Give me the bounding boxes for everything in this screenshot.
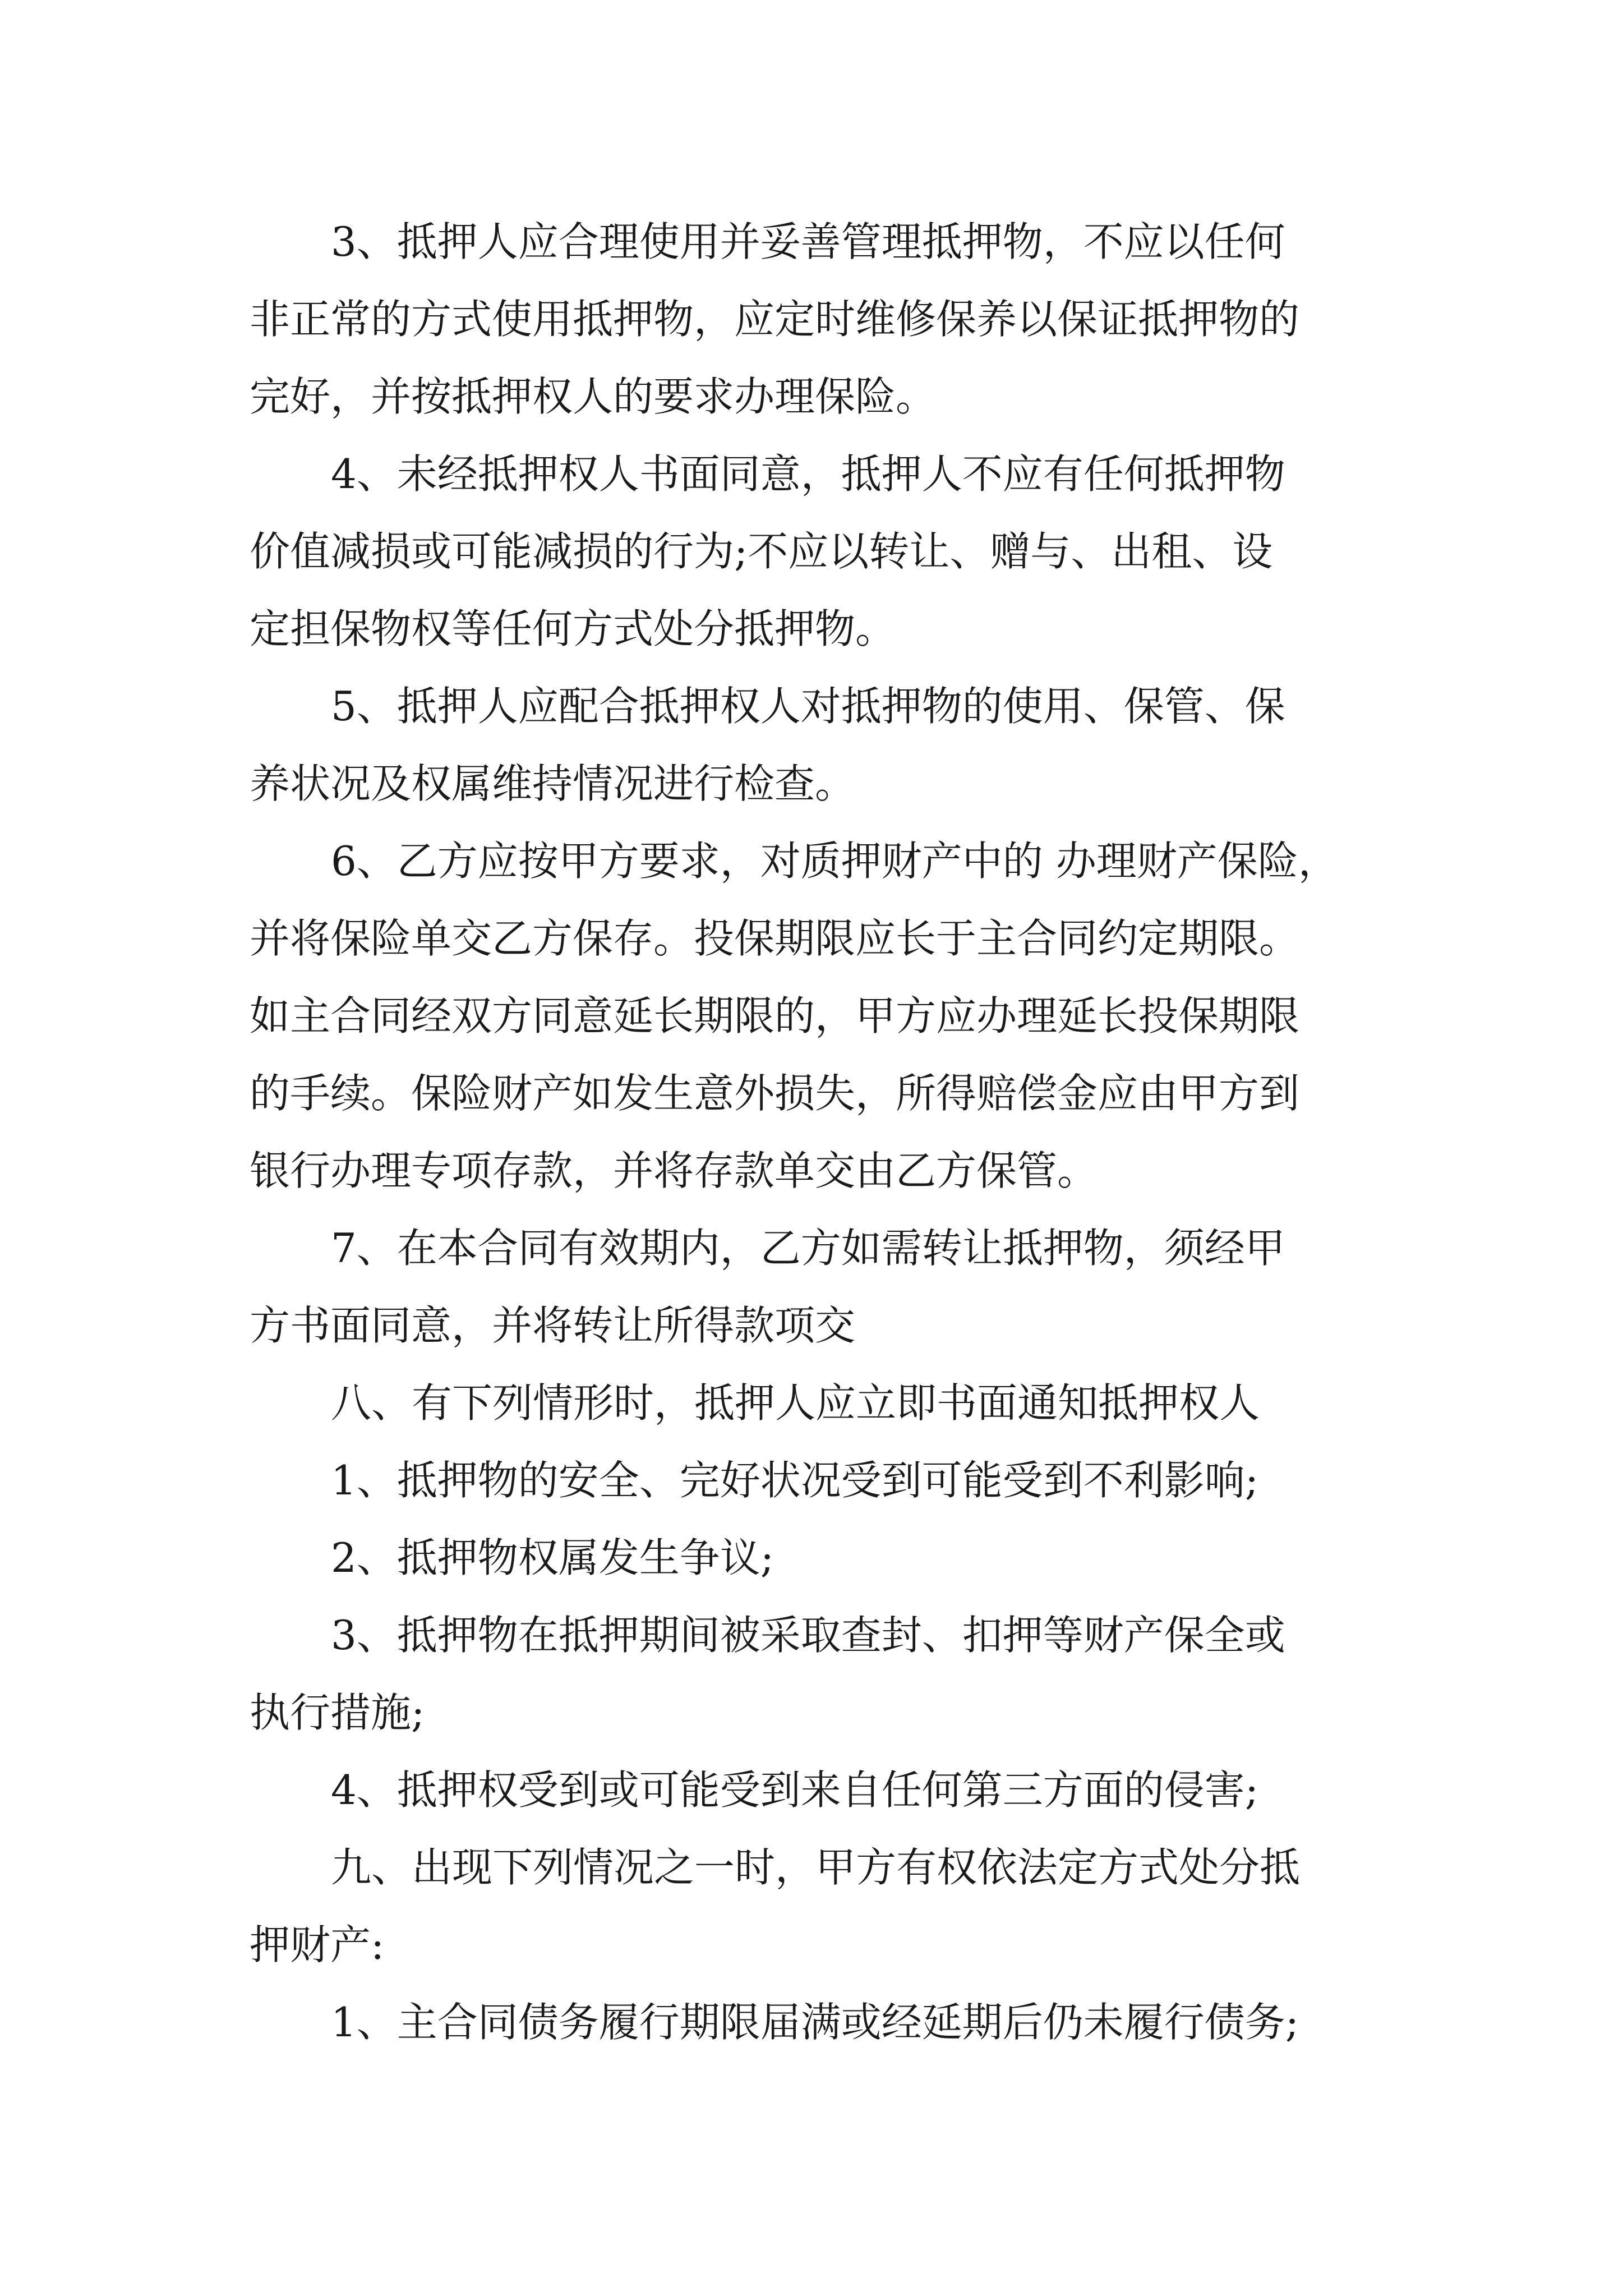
text-line: 押财产: — [250, 1921, 385, 1968]
text-line: 养状况及权属维持情况进行检查。 — [250, 760, 856, 807]
text-line: 2、抵押物权属发生争议; — [331, 1534, 774, 1581]
text-line: 定担保物权等任何方式处分抵押物。 — [250, 605, 896, 652]
text-line: 九、出现下列情况之一时，甲方有权依法定方式处分抵 — [331, 1844, 1301, 1891]
text-line: 1、抵押物的安全、完好状况受到可能受到不利影响; — [331, 1457, 1259, 1504]
text-line: 5、抵押人应配合抵押权人对抵押物的使用、保管、保 — [331, 683, 1285, 730]
text-line: 八、有下列情形时，抵押人应立即书面通知抵押权人 — [331, 1379, 1260, 1427]
text-line: 非正常的方式使用抵押物，应定时维修保养以保证抵押物的 — [250, 296, 1300, 343]
text-line: 价值减损或可能减损的行为;不应以转让、赠与、出租、设 — [250, 528, 1273, 575]
text-line: 执行措施; — [250, 1689, 425, 1736]
text-line: 4、抵押权受到或可能受到来自任何第三方面的侵害; — [331, 1766, 1259, 1814]
text-line: 3、抵押物在抵押期间被采取查封、扣押等财产保全或 — [331, 1612, 1285, 1659]
text-line: 4、未经抵押权人书面同意，抵押人不应有任何抵押物 — [331, 450, 1285, 498]
text-line: 如主合同经双方同意延长期限的，甲方应办理延长投保期限 — [250, 992, 1300, 1039]
text-line: 3、抵押人应合理使用并妥善管理抵押物，不应以任何 — [331, 218, 1285, 265]
text-line: 6、乙方应按甲方要求，对质押财产中的 办理财产保险， — [331, 838, 1339, 885]
text-line: 7、在本合同有效期内，乙方如需转让抵押物，须经甲 — [331, 1225, 1285, 1272]
text-line: 完好，并按抵押权人的要求办理保险。 — [250, 373, 937, 420]
text-line: 1、主合同债务履行期限届满或经延期后仍未履行债务; — [331, 1999, 1299, 2046]
text-line: 的手续。保险财产如发生意外损失，所得赔偿金应由甲方到 — [250, 1070, 1300, 1117]
text-line: 方书面同意，并将转让所得款项交 — [250, 1302, 856, 1349]
text-line: 银行办理专项存款，并将存款单交由乙方保管。 — [250, 1147, 1098, 1194]
text-line: 并将保险单交乙方保存。投保期限应长于主合同约定期限。 — [250, 915, 1300, 962]
